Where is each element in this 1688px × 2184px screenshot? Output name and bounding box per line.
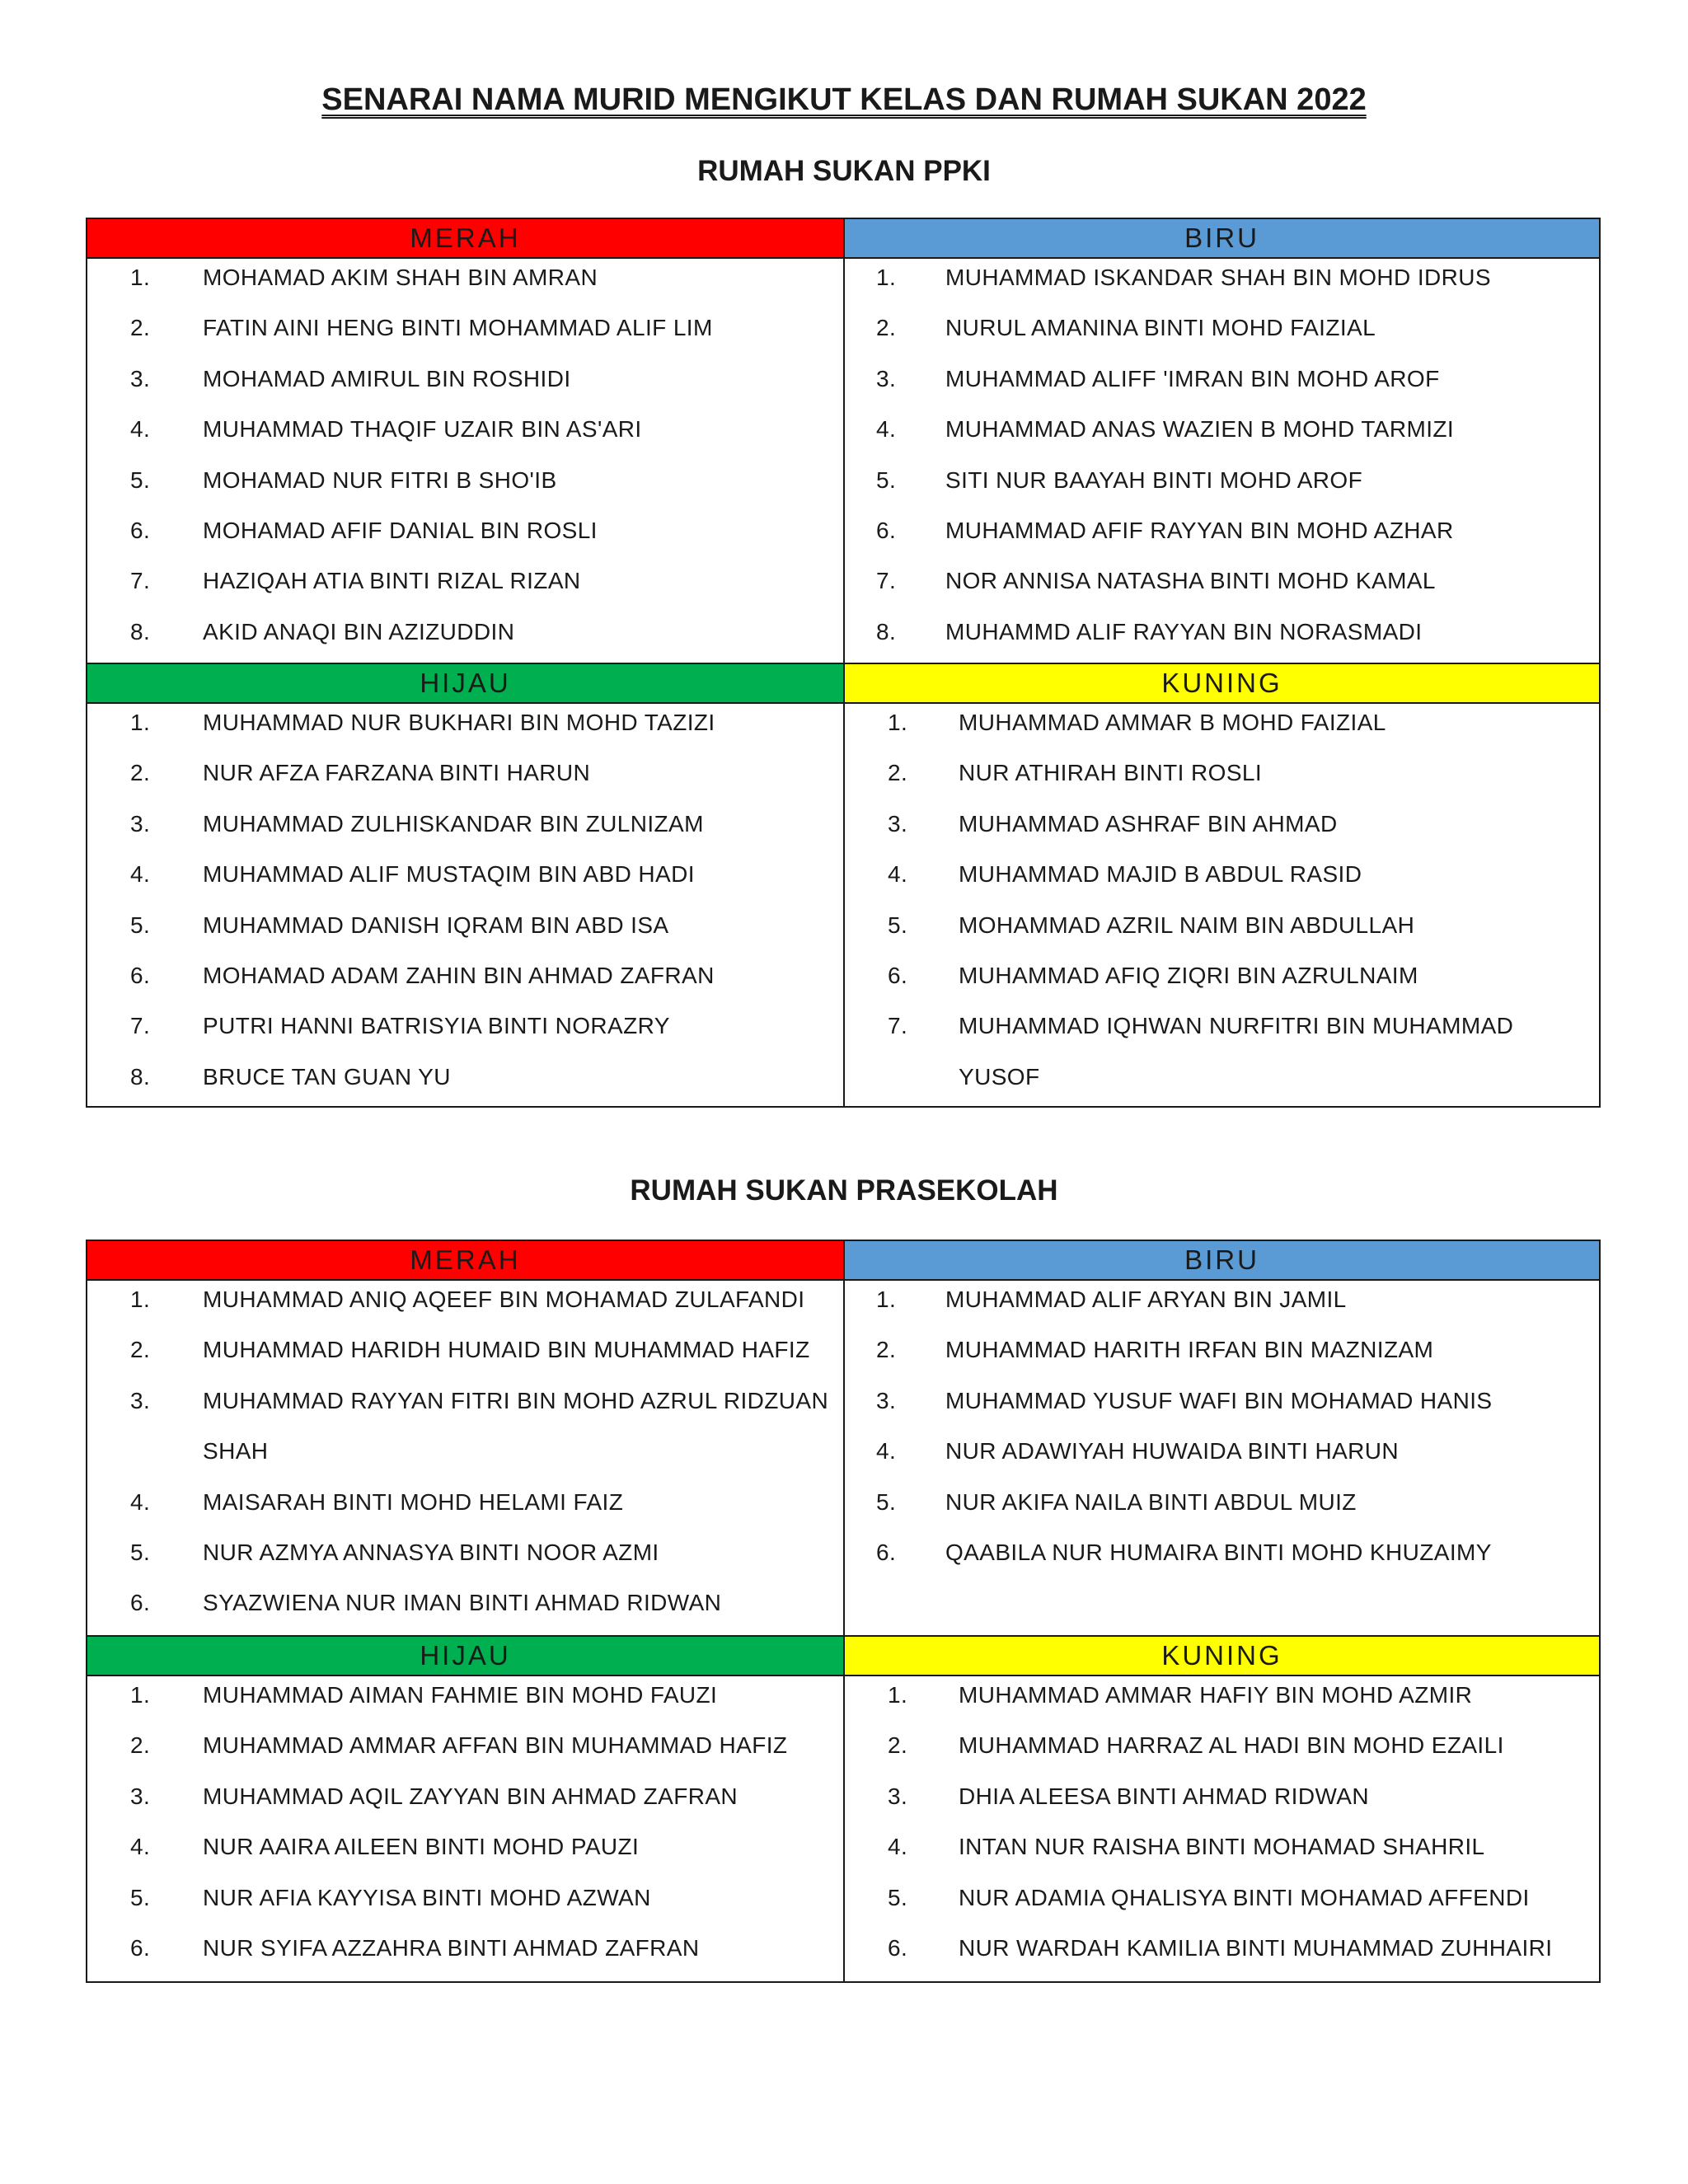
list-item (845, 562, 1599, 612)
list-item (87, 410, 843, 461)
student-name: MUHAMMAD ALIFF 'IMRAN BIN MOHD AROF (945, 365, 1440, 391)
item-number: 3. (130, 365, 151, 391)
item-number: 4. (876, 1438, 897, 1465)
student-name: FATIN AINI HENG BINTI MOHAMMAD ALIF LIM (203, 315, 713, 341)
list-item (845, 1676, 1599, 1727)
list-item (87, 1382, 843, 1432)
item-number: 5. (130, 1884, 151, 1910)
item-number: 3. (130, 1783, 151, 1809)
item-number: 7. (130, 568, 151, 594)
house-list-kuning (843, 1676, 1599, 1981)
student-name: MAISARAH BINTI MOHD HELAMI FAIZ (203, 1488, 624, 1515)
house-table-ppki (86, 218, 1601, 1108)
student-name: MUHAMMD ALIF RAYYAN BIN NORASMADI (945, 618, 1423, 644)
student-name: MUHAMMAD THAQIF UZAIR BIN AS'ARI (203, 416, 642, 443)
item-number: 4. (888, 1834, 908, 1860)
list-item (87, 360, 843, 410)
list-item (845, 1058, 1599, 1106)
student-name: INTAN NUR RAISHA BINTI MOHAMAD SHAHRIL (959, 1834, 1485, 1860)
student-name: AKID ANAQI BIN AZIZUDDIN (203, 618, 515, 644)
item-number: 1. (130, 1682, 151, 1708)
list-item (845, 855, 1599, 906)
item-number: 2. (130, 760, 151, 786)
list-item (87, 613, 843, 663)
list-item (845, 1281, 1599, 1331)
list-item (845, 259, 1599, 309)
list-item (845, 1483, 1599, 1534)
student-name: SITI NUR BAAYAH BINTI MOHD AROF (945, 466, 1363, 493)
student-name: MUHAMMAD AMMAR HAFIY BIN MOHD AZMIR (959, 1682, 1473, 1708)
student-name: DHIA ALEESA BINTI AHMAD RIDWAN (959, 1783, 1369, 1809)
student-name: BRUCE TAN GUAN YU (203, 1063, 451, 1090)
item-number: 8. (130, 618, 151, 644)
document-title: SENARAI NAMA MURID MENGIKUT KELAS DAN RUMAH SUKAN 2022 (321, 82, 1367, 117)
item-number: 2. (130, 315, 151, 341)
list-item (87, 259, 843, 309)
student-name: NUR AZMYA ANNASYA BINTI NOOR AZMI (203, 1539, 659, 1565)
student-name: MUHAMMAD AFIQ ZIQRI BIN AZRULNAIM (959, 962, 1418, 988)
student-name: MOHAMAD AMIRUL BIN ROSHIDI (203, 365, 571, 391)
item-number: 4. (876, 416, 897, 443)
item-number: 3. (130, 1387, 151, 1413)
list-item (845, 1879, 1599, 1929)
list-item (845, 1432, 1599, 1483)
item-number: 5. (130, 912, 151, 938)
list-item (87, 1007, 843, 1057)
list-item (845, 1331, 1599, 1381)
list-item (845, 907, 1599, 957)
list-item (87, 1281, 843, 1331)
student-name: MUHAMMAD MAJID B ABDUL RASID (959, 861, 1362, 888)
house-table-prasekolah (86, 1240, 1601, 1983)
item-number: 2. (130, 1337, 151, 1363)
student-name: MUHAMMAD ALIF MUSTAQIM BIN ABD HADI (203, 861, 695, 888)
item-number: 6. (876, 1539, 897, 1565)
list-item (87, 957, 843, 1007)
list-item (845, 309, 1599, 359)
list-item (845, 1007, 1599, 1057)
item-number: 1. (130, 265, 151, 290)
item-number: 2. (130, 1732, 151, 1759)
list-item (87, 1828, 843, 1878)
list-item (87, 704, 843, 754)
list-item (87, 1879, 843, 1929)
item-number: 5. (130, 466, 151, 493)
list-item (87, 754, 843, 804)
student-name: MUHAMMAD ANIQ AQEEF BIN MOHAMAD ZULAFANDI (203, 1286, 805, 1312)
list-item (87, 1058, 843, 1106)
item-number: 7. (876, 568, 897, 594)
house-list-merah (87, 1281, 843, 1637)
item-number: 7. (888, 1013, 908, 1039)
student-name: MUHAMMAD ALIF ARYAN BIN JAMIL (945, 1286, 1347, 1312)
house-header-hijau: HIJAU (87, 664, 843, 704)
student-name: YUSOF (959, 1063, 1040, 1090)
item-number: 1. (130, 1286, 151, 1312)
student-name: MUHAMMAD DANISH IQRAM BIN ABD ISA (203, 912, 669, 938)
item-number: 5. (130, 1539, 151, 1565)
item-number: 6. (130, 1934, 151, 1961)
list-item (845, 1534, 1599, 1584)
item-number: 6. (130, 1590, 151, 1616)
house-header-merah: MERAH (87, 1241, 843, 1281)
item-number: 4. (130, 861, 151, 888)
list-item (845, 1778, 1599, 1828)
list-item (845, 1828, 1599, 1878)
student-name: NUR AKIFA NAILA BINTI ABDUL MUIZ (945, 1488, 1357, 1515)
student-name: PUTRI HANNI BATRISYIA BINTI NORAZRY (203, 1013, 670, 1039)
student-name: MUHAMMAD HARIDH HUMAID BIN MUHAMMAD HAFIZ (203, 1337, 810, 1363)
house-list-hijau (87, 1676, 843, 1981)
house-list-hijau (87, 704, 843, 1106)
house-header-biru: BIRU (843, 219, 1599, 259)
list-item (87, 805, 843, 855)
item-number: 2. (888, 1732, 908, 1759)
item-number: 4. (130, 1834, 151, 1860)
student-name: NUR ADAMIA QHALISYA BINTI MOHAMAD AFFENDI (959, 1884, 1530, 1910)
student-name: MUHAMMAD AMMAR AFFAN BIN MUHAMMAD HAFIZ (203, 1732, 788, 1759)
student-name: NUR ADAWIYAH HUWAIDA BINTI HARUN (945, 1438, 1400, 1465)
student-name: MUHAMMAD ASHRAF BIN AHMAD (959, 810, 1338, 837)
list-item (87, 562, 843, 612)
item-number: 1. (876, 1286, 897, 1312)
list-item (845, 512, 1599, 562)
house-header-merah: MERAH (87, 219, 843, 259)
list-item (845, 1929, 1599, 1980)
student-name: NUR AFZA FARZANA BINTI HARUN (203, 760, 591, 786)
item-number: 3. (876, 1387, 897, 1413)
item-number: 1. (888, 710, 908, 735)
house-header-kuning: KUNING (843, 1637, 1599, 1676)
house-header-kuning: KUNING (843, 664, 1599, 704)
student-name: SHAH (203, 1438, 269, 1465)
student-name: MUHAMMAD IQHWAN NURFITRI BIN MUHAMMAD (959, 1013, 1514, 1039)
item-number: 3. (888, 1783, 908, 1809)
student-name: NUR SYIFA AZZAHRA BINTI AHMAD ZAFRAN (203, 1934, 700, 1961)
list-item (845, 1382, 1599, 1432)
student-name: MUHAMMAD ZULHISKANDAR BIN ZULNIZAM (203, 810, 704, 837)
item-number: 2. (888, 760, 908, 786)
house-list-biru (843, 1281, 1599, 1637)
item-number: 8. (876, 618, 897, 644)
item-number: 6. (130, 962, 151, 988)
student-name: MOHAMMAD AZRIL NAIM BIN ABDULLAH (959, 912, 1415, 938)
list-item (845, 1727, 1599, 1777)
item-number: 1. (130, 710, 151, 735)
student-name: NUR AAIRA AILEEN BINTI MOHD PAUZI (203, 1834, 640, 1860)
student-name: MUHAMMAD AQIL ZAYYAN BIN AHMAD ZAFRAN (203, 1783, 738, 1809)
item-number: 2. (876, 315, 897, 341)
student-name: MUHAMMAD YUSUF WAFI BIN MOHAMAD HANIS (945, 1387, 1493, 1413)
student-name: NURUL AMANINA BINTI MOHD FAIZIAL (945, 315, 1376, 341)
student-name: MUHAMMAD HARITH IRFAN BIN MAZNIZAM (945, 1337, 1434, 1363)
item-number: 8. (130, 1063, 151, 1090)
list-item (87, 907, 843, 957)
student-name: MUHAMMAD HARRAZ AL HADI BIN MOHD EZAILI (959, 1732, 1504, 1759)
item-number: 6. (876, 517, 897, 543)
student-name: SYAZWIENA NUR IMAN BINTI AHMAD RIDWAN (203, 1590, 722, 1616)
item-number: 4. (130, 1488, 151, 1515)
item-number: 3. (876, 365, 897, 391)
list-item (87, 1778, 843, 1828)
student-name: MOHAMAD NUR FITRI B SHO'IB (203, 466, 557, 493)
list-item (87, 1929, 843, 1980)
list-item (87, 1584, 843, 1634)
item-number: 5. (876, 466, 897, 493)
student-name: MUHAMMAD AMMAR B MOHD FAIZIAL (959, 710, 1386, 735)
student-name: MUHAMMAD ANAS WAZIEN B MOHD TARMIZI (945, 416, 1455, 443)
student-name: NUR AFIA KAYYISA BINTI MOHD AZWAN (203, 1884, 651, 1910)
student-name: MUHAMMAD AIMAN FAHMIE BIN MOHD FAUZI (203, 1682, 718, 1708)
item-number: 5. (876, 1488, 897, 1515)
item-number: 4. (888, 861, 908, 888)
student-name: MOHAMAD AFIF DANIAL BIN ROSLI (203, 517, 598, 543)
student-name: MOHAMAD ADAM ZAHIN BIN AHMAD ZAFRAN (203, 962, 715, 988)
list-item (845, 957, 1599, 1007)
house-header-hijau: HIJAU (87, 1637, 843, 1676)
list-item (845, 462, 1599, 512)
item-number: 1. (876, 265, 897, 290)
student-name: HAZIQAH ATIA BINTI RIZAL RIZAN (203, 568, 581, 594)
student-name: NUR WARDAH KAMILIA BINTI MUHAMMAD ZUHHAIRI (959, 1934, 1553, 1961)
list-item (845, 805, 1599, 855)
item-number: 4. (130, 416, 151, 443)
list-item (845, 754, 1599, 804)
section-title-prasekolah: RUMAH SUKAN PRASEKOLAH (630, 1174, 1058, 1207)
student-name: QAABILA NUR HUMAIRA BINTI MOHD KHUZAIMY (945, 1539, 1492, 1565)
list-item (87, 1676, 843, 1727)
house-list-biru (843, 259, 1599, 664)
item-number: 6. (888, 1934, 908, 1961)
list-item (87, 1483, 843, 1534)
item-number: 3. (888, 810, 908, 837)
student-name: MUHAMMAD NUR BUKHARI BIN MOHD TAZIZI (203, 710, 715, 735)
list-item (87, 1534, 843, 1584)
house-list-merah (87, 259, 843, 664)
list-item (87, 462, 843, 512)
item-number: 6. (130, 517, 151, 543)
item-number: 7. (130, 1013, 151, 1039)
list-item (87, 855, 843, 906)
student-name: NOR ANNISA NATASHA BINTI MOHD KAMAL (945, 568, 1436, 594)
section-title-ppki: RUMAH SUKAN PPKI (697, 155, 991, 187)
student-name: NUR ATHIRAH BINTI ROSLI (959, 760, 1263, 786)
item-number: 1. (888, 1682, 908, 1708)
house-header-biru: BIRU (843, 1241, 1599, 1281)
list-item (845, 704, 1599, 754)
list-item (87, 309, 843, 359)
house-list-kuning (843, 704, 1599, 1106)
item-number: 5. (888, 912, 908, 938)
item-number: 2. (876, 1337, 897, 1363)
student-name: MOHAMAD AKIM SHAH BIN AMRAN (203, 265, 598, 290)
item-number: 3. (130, 810, 151, 837)
list-item (87, 1727, 843, 1777)
item-number: 5. (888, 1884, 908, 1910)
student-name: MUHAMMAD RAYYAN FITRI BIN MOHD AZRUL RIDZUAN (203, 1387, 829, 1413)
list-item (845, 410, 1599, 461)
list-item (845, 613, 1599, 663)
student-name: MUHAMMAD ISKANDAR SHAH BIN MOHD IDRUS (945, 265, 1491, 290)
item-number: 6. (888, 962, 908, 988)
list-item (845, 360, 1599, 410)
student-name: MUHAMMAD AFIF RAYYAN BIN MOHD AZHAR (945, 517, 1454, 543)
list-item (87, 1432, 843, 1483)
list-item (87, 1331, 843, 1381)
list-item (87, 512, 843, 562)
